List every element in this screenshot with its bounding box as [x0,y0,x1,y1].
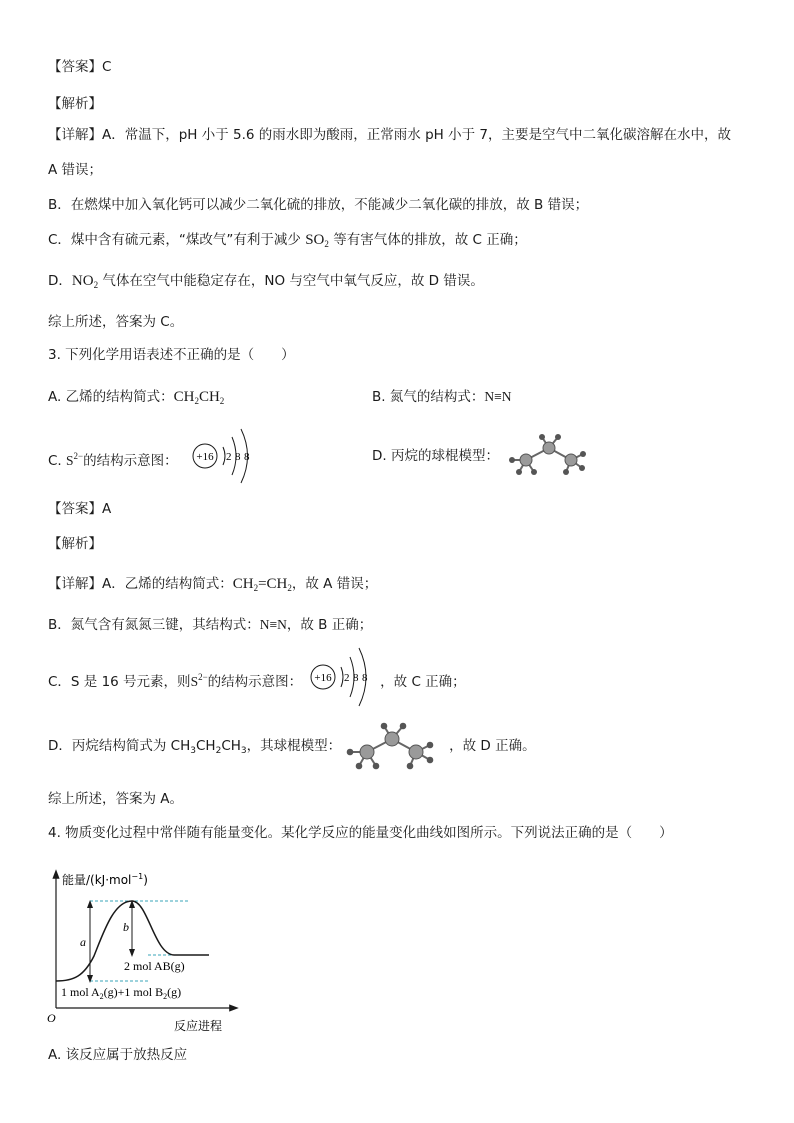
detail-c [48,231,527,253]
shell-1-count-detail: 2 [344,672,350,684]
reactant-label: 1 mol $A_2(g)+1$ mol $B_2(g)$ [61,985,182,1001]
option-b-formula: N≡N [484,389,512,404]
propane-ball-stick-model-detail [340,720,440,772]
nucleus-label: +16 [196,451,214,463]
s2-ion: $S^{2-}$ [66,451,84,468]
atomic-structure-diagram-c [188,425,258,487]
detail-q3-c-mid: 的结构示意图： [207,674,303,690]
q3-stem: 3. 下列化学用语表述不正确的是（ ） [48,347,295,363]
atomic-structure-diagram-detail [306,645,378,709]
detail-q3-c-post: ，故 C 正确； [380,674,466,690]
label-a: a [80,935,86,949]
detail-c-post: 等有害气体的排放，故 C 正确； [328,232,527,248]
product-label: 2 mol AB(g) [124,959,185,973]
detail-q3-a [48,575,377,597]
shell-3-count: 8 [244,451,250,463]
option-a-formula: $CH_2CH_2$ [173,389,225,406]
answer-q3: 【答案】A [48,501,112,517]
shell-1-count: 2 [226,451,232,463]
detail-d-post: 气体在空气中能稳定存在，NO 与空气中氧气反应，故 D 错误。 [98,273,484,289]
analysis-heading-q2: 【解析】 [48,96,102,112]
detail-q3-c-pre: C．S 是 16 号元素，则 [48,674,191,690]
label-b: b [123,920,129,934]
detail-d [48,272,484,294]
x-axis-label: 反应进程 [174,1019,223,1033]
shell-1 [223,447,225,465]
detail-q3-d: D．丙烷结构简式为 $CH_3CH_2CH_3$，其球棍模型： ，故 D 正确。 [48,738,536,756]
detail-q3-b-pre: B．氮气含有氮氮三键，其结构式： [48,617,260,633]
origin-label: O [47,1011,56,1025]
summary-q3: 综上所述，答案为 A。 [48,791,184,807]
summary-q2: 综上所述，答案为 C。 [48,314,184,330]
detail-q3-b-post: ，故 B 正确； [286,617,373,633]
so2-formula: $SO_2$ [305,232,329,249]
shell-2-count: 8 [235,451,241,463]
q4-stem: 4. 物质变化过程中常伴随有能量变化。某化学反应的能量变化曲线如图所示。下列说法正确的是（ ） [48,825,673,841]
no2-formula: $NO_2$ [71,273,99,290]
option-c-label: C. [48,453,67,469]
detail-q3-d-end: ，故 D 正确。 [449,738,536,754]
answer-q2: 【答案】C [48,59,112,75]
ethylene-formula: $CH_2=CH_2$ [232,576,292,593]
energy-profile-diagram [44,866,249,1036]
q3-option-c[interactable] [48,447,178,470]
detail-b: B．在燃煤中加入氧化钙可以减少二氧化硫的排放，不能减少二氧化碳的排放，故 B 错误； [48,197,589,213]
detail-q3-a-pre: 【详解】A．乙烯的结构简式： [48,576,233,592]
q3-option-a[interactable] [48,388,224,410]
s2-ion-detail: $S^{2-}$ [190,672,208,689]
option-d-label: D. 丙烷的球棍模型： [372,448,499,464]
shell-2-count-detail: 8 [353,672,359,684]
detail-d-pre: D． [48,273,72,289]
propane-ball-stick-model-d [504,432,589,478]
nucleus-label-detail: +16 [314,672,332,684]
detail-a-line2: A 错误； [48,162,103,178]
detail-q3-d-post: ，其球棍模型： [246,738,342,754]
detail-q3-a-post: ，故 A 错误； [291,576,378,592]
detail-q3-c [48,668,466,691]
detail-a-line1: 【详解】A．常温下，pH 小于 5.6 的雨水即为酸雨，正常雨水 pH 小于 7，主要是空气中二氧化碳溶解在水中，故 [48,127,731,143]
q3-option-d[interactable] [372,447,499,465]
option-c-text: 的结构示意图： [83,453,178,469]
option-b-label: B. 氮气的结构式： [372,389,485,405]
shell-3-count-detail: 8 [362,672,368,684]
option-a-label: A. 乙烯的结构简式： [48,389,174,405]
n2-formula: N≡N [259,617,287,632]
detail-c-pre: C．煤中含有硫元素，“煤改气”有利于减少 [48,232,306,248]
q4-option-a[interactable]: A. 该反应属于放热反应 [48,1047,188,1063]
q3-option-b[interactable] [372,388,511,406]
detail-q3-b [48,616,372,634]
analysis-heading-q3: 【解析】 [48,536,102,552]
y-axis-label: 能量/(kJ·mol$^{-1}$) [62,872,148,887]
detail-q3-d-pre: D．丙烷结构简式为 CH [48,738,191,754]
